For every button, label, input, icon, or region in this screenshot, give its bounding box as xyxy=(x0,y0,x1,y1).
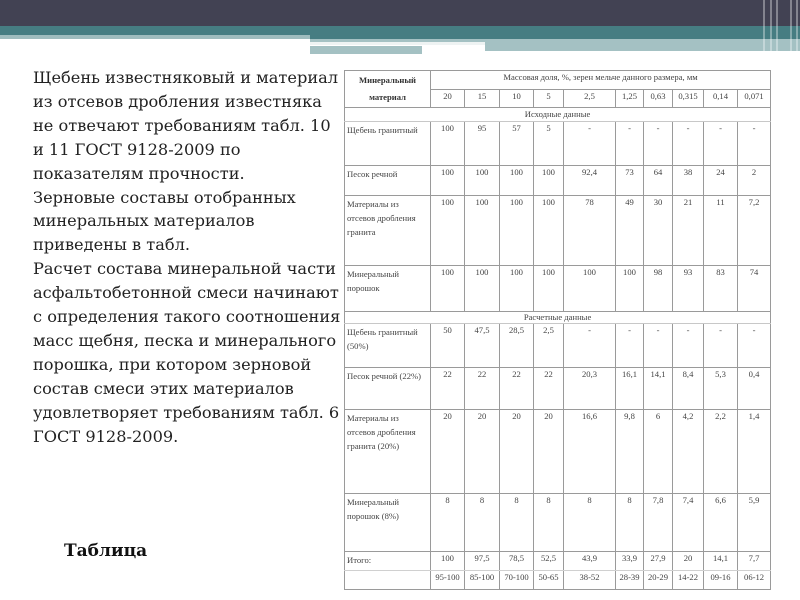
row-name: Песок речной xyxy=(345,166,431,196)
size-header: 5 xyxy=(534,89,564,108)
total-row xyxy=(345,552,771,571)
row-name: Материалы из отсевов дробления гранита (20%) xyxy=(345,410,431,494)
value-cell: 8 xyxy=(500,494,534,552)
value-cell: 100 xyxy=(431,196,465,266)
value-cell: 22 xyxy=(500,368,534,410)
size-header: 0,071 xyxy=(738,89,771,108)
value-cell: 28,5 xyxy=(500,324,534,368)
size-header: 10 xyxy=(500,89,534,108)
value-cell: 100 xyxy=(500,266,534,312)
value-cell: 6,6 xyxy=(704,494,738,552)
value-cell: 8 xyxy=(431,494,465,552)
value-cell: 22 xyxy=(534,368,564,410)
empty-cell xyxy=(345,571,431,590)
header-band-dark xyxy=(0,0,800,26)
value-cell: - xyxy=(616,324,644,368)
range-value: 50-65 xyxy=(534,571,564,590)
value-cell: 7,2 xyxy=(738,196,771,266)
header-stripe xyxy=(310,42,485,45)
value-cell: 20 xyxy=(431,410,465,494)
value-cell: 100 xyxy=(465,166,500,196)
value-cell: 20 xyxy=(465,410,500,494)
range-value: 14-22 xyxy=(673,571,704,590)
value-cell: 6 xyxy=(644,410,673,494)
value-cell: 38 xyxy=(673,166,704,196)
total-value: 43,9 xyxy=(564,552,616,571)
value-cell: 64 xyxy=(644,166,673,196)
row-name: Минеральный порошок xyxy=(345,266,431,312)
header-stripe xyxy=(485,42,800,51)
body-text xyxy=(33,66,343,449)
header-stripe xyxy=(0,35,310,39)
value-cell: 8 xyxy=(465,494,500,552)
range-value: 38-52 xyxy=(564,571,616,590)
row-name: Минеральный порошок (8%) xyxy=(345,494,431,552)
size-header: 0,63 xyxy=(644,89,673,108)
value-cell: 1,4 xyxy=(738,410,771,494)
value-cell: 21 xyxy=(673,196,704,266)
value-cell: 100 xyxy=(500,196,534,266)
value-cell: 8 xyxy=(564,494,616,552)
material-column-header: Минеральный материал xyxy=(345,71,431,108)
paragraph: Зерновые составы отобранных минеральных материалов приведены в табл. xyxy=(33,187,296,255)
total-value: 14,1 xyxy=(704,552,738,571)
value-cell: - xyxy=(738,324,771,368)
size-header: 0,315 xyxy=(673,89,704,108)
row-name: Щебень гранитный xyxy=(345,122,431,166)
total-value: 52,5 xyxy=(534,552,564,571)
section-title: Исходные данные xyxy=(345,108,771,122)
value-cell: 100 xyxy=(465,266,500,312)
value-cell: 22 xyxy=(431,368,465,410)
table-caption: Таблица xyxy=(64,541,148,561)
value-cell: 100 xyxy=(616,266,644,312)
group-header: Массовая доля, %, зерен мельче данного размера, мм xyxy=(431,71,771,90)
requirement-range-row xyxy=(345,571,771,590)
value-cell: 78 xyxy=(564,196,616,266)
value-cell: 20 xyxy=(500,410,534,494)
header-decor-lines xyxy=(760,0,800,54)
value-cell: 47,5 xyxy=(465,324,500,368)
table-row xyxy=(345,368,771,410)
table-row xyxy=(345,266,771,312)
value-cell: 74 xyxy=(738,266,771,312)
value-cell: 100 xyxy=(500,166,534,196)
section-title: Расчетные данные xyxy=(345,312,771,324)
range-value: 70-100 xyxy=(500,571,534,590)
value-cell: 92,4 xyxy=(564,166,616,196)
row-name: Материалы из отсевов дробления гранита xyxy=(345,196,431,266)
size-header: 0,14 xyxy=(704,89,738,108)
value-cell: 22 xyxy=(465,368,500,410)
value-cell: 93 xyxy=(673,266,704,312)
value-cell: 57 xyxy=(500,122,534,166)
value-cell: 5 xyxy=(534,122,564,166)
value-cell: 100 xyxy=(465,196,500,266)
total-value: 7,7 xyxy=(738,552,771,571)
table-row xyxy=(345,166,771,196)
row-name: Щебень гранитный (50%) xyxy=(345,324,431,368)
value-cell: 16,1 xyxy=(616,368,644,410)
value-cell: - xyxy=(564,122,616,166)
total-value: 33,9 xyxy=(616,552,644,571)
value-cell: 24 xyxy=(704,166,738,196)
value-cell: 11 xyxy=(704,196,738,266)
total-value: 78,5 xyxy=(500,552,534,571)
value-cell: 9,8 xyxy=(616,410,644,494)
value-cell: 100 xyxy=(431,166,465,196)
size-header: 1,25 xyxy=(616,89,644,108)
value-cell: - xyxy=(644,122,673,166)
value-cell: - xyxy=(616,122,644,166)
value-cell: 4,2 xyxy=(673,410,704,494)
value-cell: 98 xyxy=(644,266,673,312)
value-cell: 20 xyxy=(534,410,564,494)
table-row xyxy=(345,196,771,266)
value-cell: 7,4 xyxy=(673,494,704,552)
value-cell: 73 xyxy=(616,166,644,196)
value-cell: 2,2 xyxy=(704,410,738,494)
value-cell: - xyxy=(673,324,704,368)
total-label: Итого: xyxy=(345,552,431,571)
section-row xyxy=(345,108,771,122)
table-row xyxy=(345,324,771,368)
total-value: 20 xyxy=(673,552,704,571)
value-cell: 100 xyxy=(564,266,616,312)
value-cell: 100 xyxy=(534,166,564,196)
paragraph: Щебень известняковый и материал из отсевов дробления известняка не отвечают требованиям табл. 10 и 11 ГОСТ 9128-2009 по показателям прочности. xyxy=(33,68,339,183)
value-cell: 50 xyxy=(431,324,465,368)
total-value: 27,9 xyxy=(644,552,673,571)
value-cell: 95 xyxy=(465,122,500,166)
table-row xyxy=(345,494,771,552)
range-value: 20-29 xyxy=(644,571,673,590)
grain-composition-table xyxy=(344,70,771,590)
value-cell: 30 xyxy=(644,196,673,266)
value-cell: - xyxy=(673,122,704,166)
header-stripe xyxy=(310,46,422,54)
row-name: Песок речной (22%) xyxy=(345,368,431,410)
value-cell: 2 xyxy=(738,166,771,196)
value-cell: 100 xyxy=(534,196,564,266)
value-cell: 8 xyxy=(616,494,644,552)
value-cell: 100 xyxy=(534,266,564,312)
value-cell: 83 xyxy=(704,266,738,312)
range-value: 28-39 xyxy=(616,571,644,590)
value-cell: - xyxy=(738,122,771,166)
range-value: 95-100 xyxy=(431,571,465,590)
table-row xyxy=(345,410,771,494)
value-cell: 100 xyxy=(431,122,465,166)
value-cell: 5,9 xyxy=(738,494,771,552)
section-row xyxy=(345,312,771,324)
size-header: 15 xyxy=(465,89,500,108)
value-cell: 7,8 xyxy=(644,494,673,552)
range-value: 06-12 xyxy=(738,571,771,590)
value-cell: - xyxy=(564,324,616,368)
paragraph: Расчет состава минеральной части асфальтобетонной смеси начинают с определения такого соотношения масс щебня, песка и минерального порошка, при котором зерновой состав смеси этих материалов удовлетворяет требованиям табл. 6 ГОСТ 9128-2009. xyxy=(33,259,341,446)
value-cell: 5,3 xyxy=(704,368,738,410)
total-value: 97,5 xyxy=(465,552,500,571)
value-cell: 0,4 xyxy=(738,368,771,410)
value-cell: 8,4 xyxy=(673,368,704,410)
value-cell: 100 xyxy=(431,266,465,312)
value-cell: 8 xyxy=(534,494,564,552)
value-cell: 49 xyxy=(616,196,644,266)
size-header: 20 xyxy=(431,89,465,108)
total-value: 100 xyxy=(431,552,465,571)
table-row xyxy=(345,122,771,166)
value-cell: - xyxy=(644,324,673,368)
size-header: 2,5 xyxy=(564,89,616,108)
value-cell: 16,6 xyxy=(564,410,616,494)
value-cell: - xyxy=(704,122,738,166)
value-cell: 14,1 xyxy=(644,368,673,410)
range-value: 09-16 xyxy=(704,571,738,590)
value-cell: - xyxy=(704,324,738,368)
value-cell: 2,5 xyxy=(534,324,564,368)
value-cell: 20,3 xyxy=(564,368,616,410)
range-value: 85-100 xyxy=(465,571,500,590)
